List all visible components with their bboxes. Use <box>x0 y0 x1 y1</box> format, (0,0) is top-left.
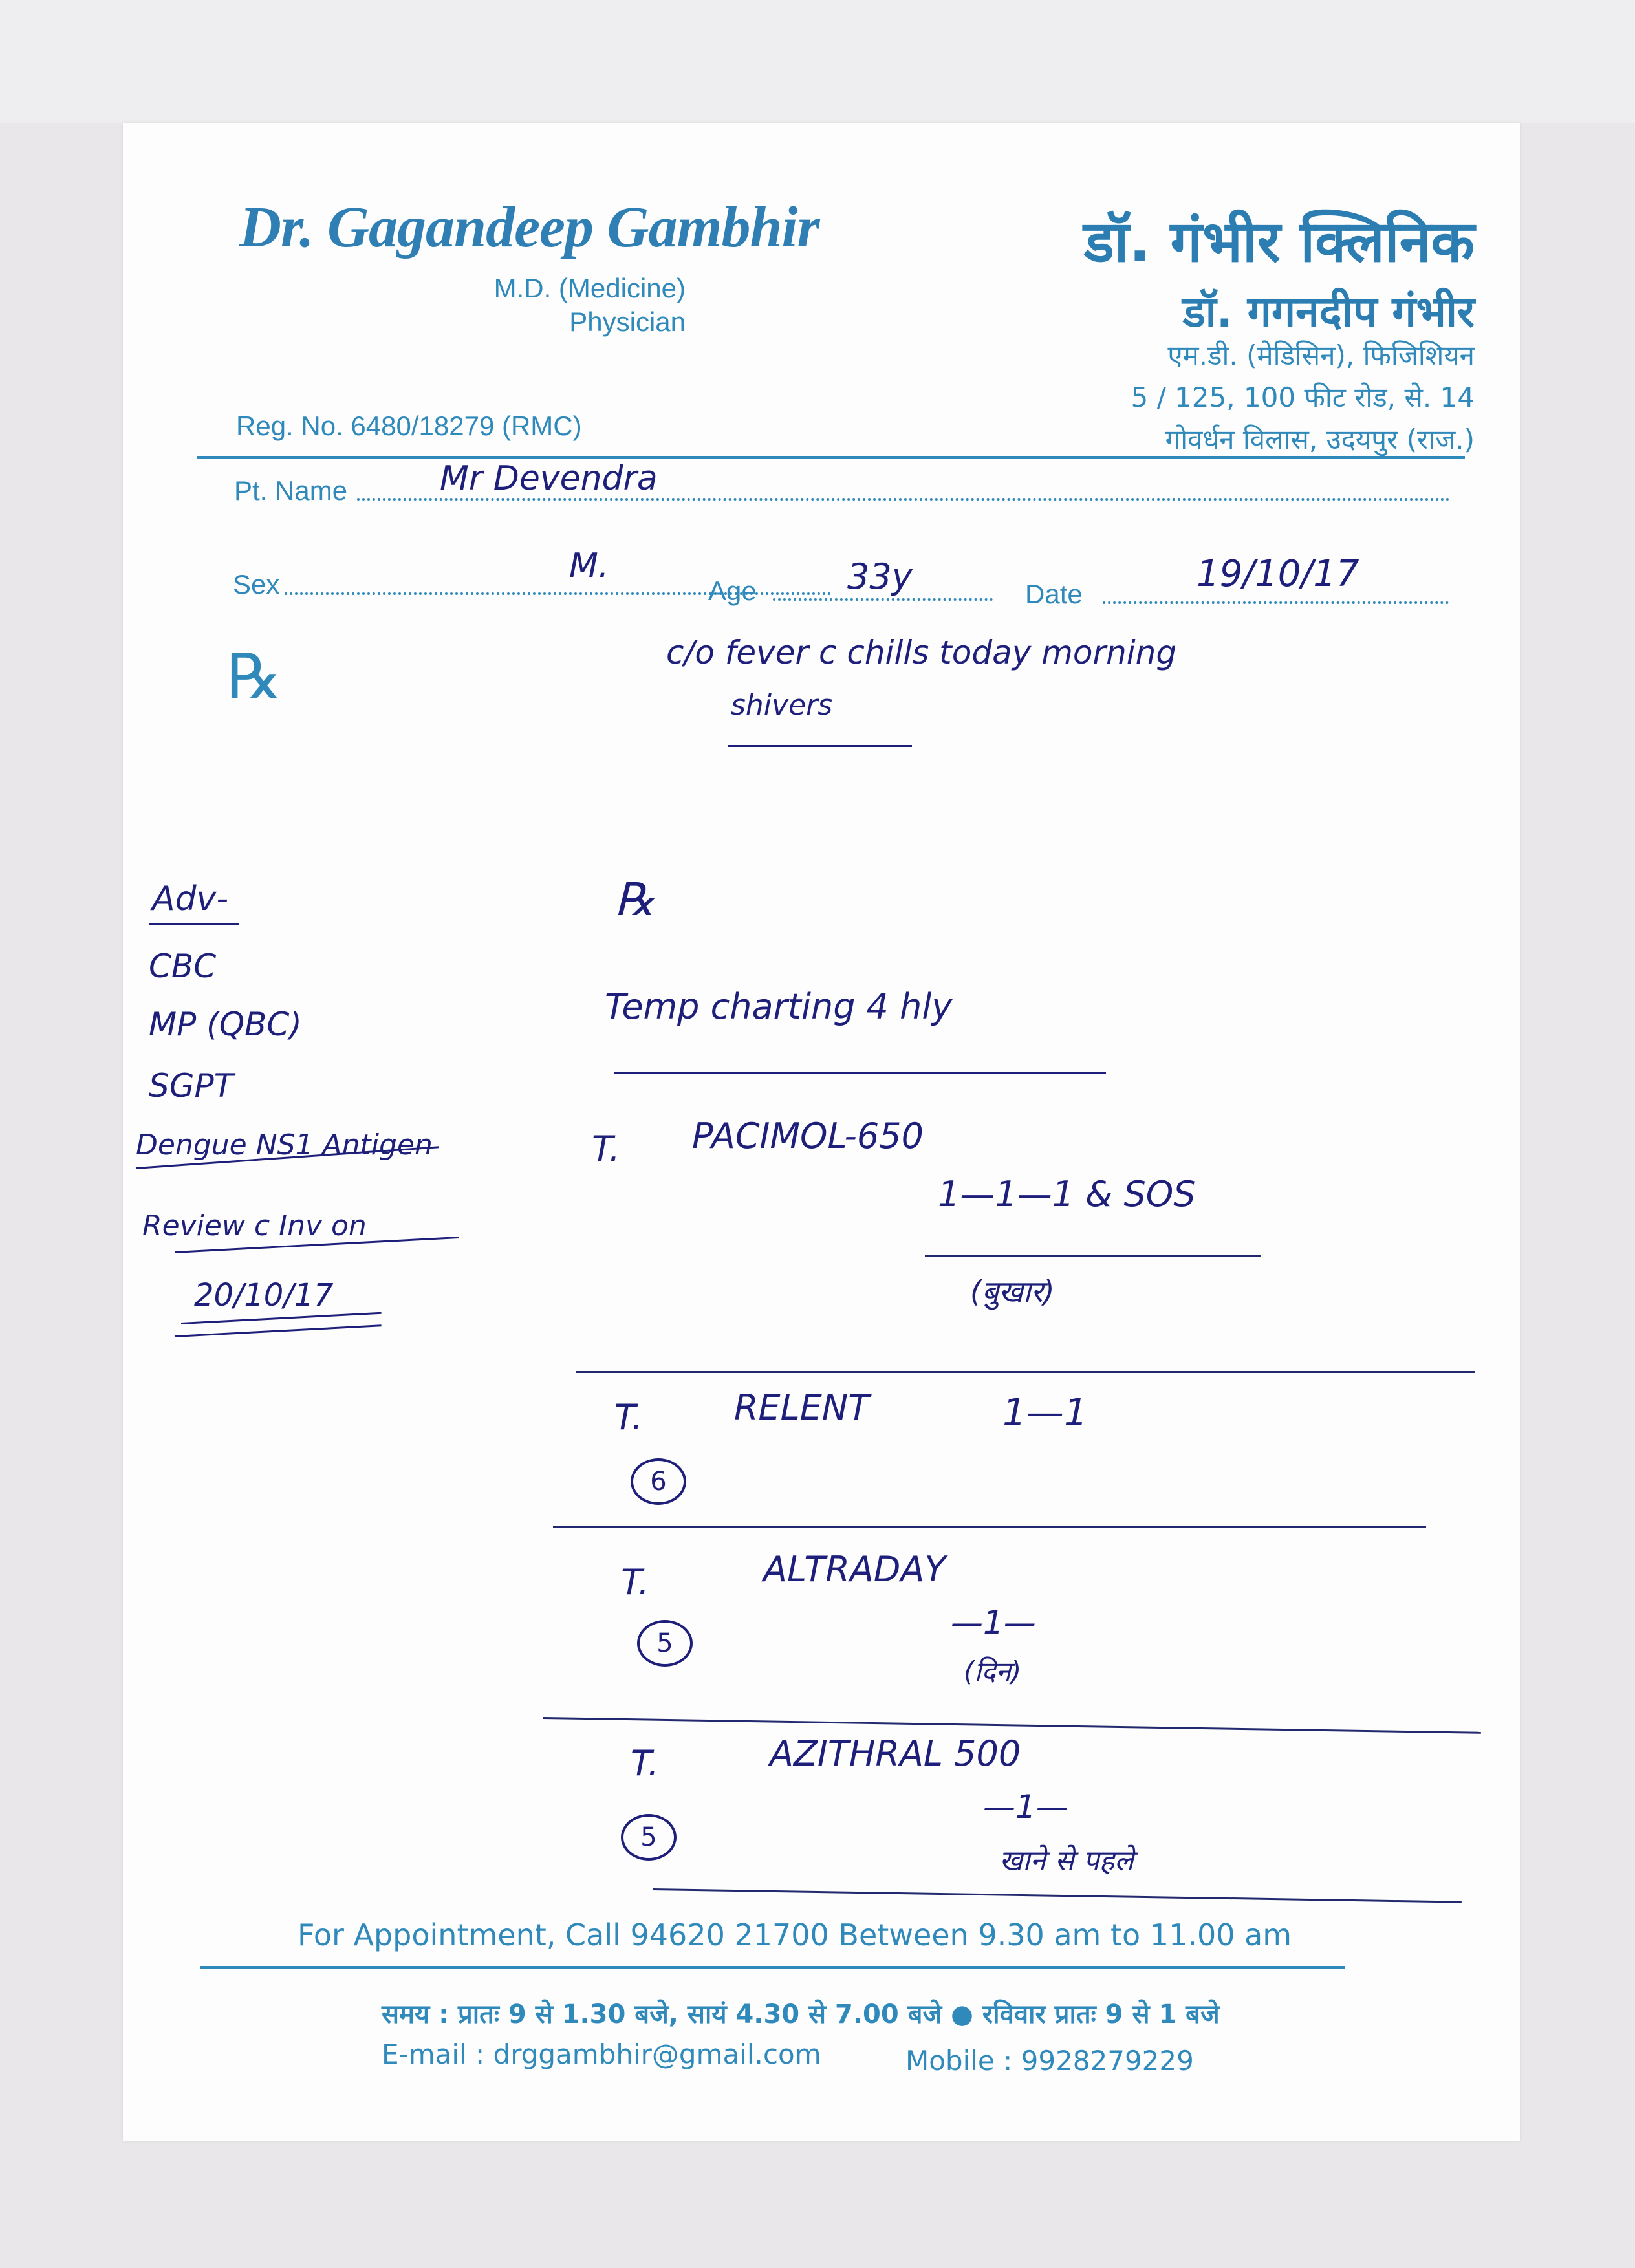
doctor-name-en: Dr. Gagandeep Gambhir <box>239 195 819 259</box>
med-3-dose: —1— <box>951 1604 1036 1641</box>
degree-en: M.D. (Medicine) <box>493 273 686 303</box>
complaint-underline <box>728 745 912 747</box>
advice-test-1: CBC <box>149 947 217 985</box>
med-4-count: 5 <box>640 1822 657 1852</box>
complaint-line1: c/o fever c chills today morning <box>666 634 1177 671</box>
med-1-dose-underline <box>925 1255 1261 1257</box>
clinic-name-hi: डॉ. गंभीर क्लिनिक <box>1083 208 1475 275</box>
review-date-underline-1 <box>181 1312 382 1324</box>
med-4-name: AZITHRAL 500 <box>770 1733 1021 1774</box>
med-2-dose: 1—1 <box>1002 1390 1088 1434</box>
complaint-line2: shivers <box>731 689 833 722</box>
med-2-prefix: T. <box>614 1397 643 1438</box>
age-dotted-line <box>773 598 993 601</box>
scan-background <box>0 0 1635 123</box>
patient-age-handwritten: 33y <box>847 556 913 597</box>
clinic-timings-hi: समय : प्रातः 9 से 1.30 बजे, सायं 4.30 से 7.00 बजे ● रविवार प्रातः 9 से 1 बजे <box>382 2000 1220 2029</box>
advice-test-2: MP (QBC) <box>149 1006 302 1043</box>
advice-test-4: Dengue NS1 Antigen <box>136 1129 433 1161</box>
patient-sex-handwritten: M. <box>569 546 609 585</box>
med-4-dose: —1— <box>983 1788 1068 1826</box>
registration-number: Reg. No. 6480/18279 (RMC) <box>236 411 582 441</box>
date-label: Date <box>1025 579 1083 609</box>
address-line2-hi: गोवर्धन विलास, उदयपुर (राज.) <box>1165 424 1475 455</box>
date-dotted-line <box>1103 601 1449 604</box>
med-1-prefix: T. <box>592 1129 620 1169</box>
review-line: Review c Inv on <box>142 1209 367 1242</box>
footer-divider <box>200 1966 1345 1969</box>
med-1-note: (बुखार) <box>970 1274 1055 1309</box>
degree-hi: एम.डी. (मेडिसिन), फिजिशियन <box>1167 340 1475 371</box>
med-4-prefix: T. <box>631 1743 659 1784</box>
date-handwritten: 19/10/17 <box>1196 553 1359 595</box>
med-1-dose: 1—1—1 & SOS <box>938 1174 1196 1215</box>
med-2-divider <box>553 1526 1426 1528</box>
sex-label: Sex <box>233 569 280 599</box>
prescription-sheet <box>123 123 1520 2141</box>
med-3-count: 5 <box>656 1628 673 1658</box>
review-date: 20/10/17 <box>194 1277 334 1313</box>
title-en: Physician <box>569 307 686 337</box>
med-2-name: RELENT <box>734 1387 870 1428</box>
advice-heading-underline <box>149 923 239 925</box>
doctor-degree-en <box>494 272 686 339</box>
instruction-temp-charting: Temp charting 4 hly <box>605 986 953 1027</box>
review-date-underline-2 <box>175 1324 382 1337</box>
appointment-line: For Appointment, Call 94620 21700 Between 9.30 am to 11.00 am <box>298 1917 1292 1952</box>
med-4-divider <box>653 1888 1462 1903</box>
med-3-divider <box>543 1717 1481 1734</box>
med-3-count-circle <box>637 1620 693 1667</box>
med-3-prefix: T. <box>621 1562 649 1603</box>
advice-test-3: SGPT <box>149 1067 234 1105</box>
header-divider <box>197 456 1465 459</box>
age-label: Age <box>708 576 757 606</box>
med-1-divider <box>576 1371 1475 1373</box>
med-4-note: खाने से पहले <box>999 1844 1134 1877</box>
doctor-name-hi: डॉ. गगनदीप गंभीर <box>1182 287 1475 337</box>
rx-symbol: ℞ <box>226 640 283 713</box>
med-1-name: PACIMOL-650 <box>692 1116 924 1156</box>
email-line: E-mail : drggambhir@gmail.com <box>382 2038 821 2070</box>
instruction-underline <box>614 1072 1106 1074</box>
med-3-name: ALTRADAY <box>763 1549 946 1590</box>
med-3-note: (दिन) <box>964 1656 1022 1687</box>
advice-heading: Adv- <box>152 880 229 918</box>
rx-handwritten-mark: ℞ <box>614 873 655 926</box>
address-line1-hi: 5 / 125, 100 फीट रोड, से. 14 <box>1131 382 1475 413</box>
med-2-count: 6 <box>650 1467 667 1496</box>
pt-name-dotted-line <box>357 498 1450 501</box>
patient-name-handwritten: Mr Devendra <box>440 459 658 498</box>
med-4-count-circle <box>621 1814 677 1861</box>
pt-name-label: Pt. Name <box>234 475 348 506</box>
med-2-count-circle <box>631 1458 686 1505</box>
mobile-line: Mobile : 9928279229 <box>905 2045 1194 2077</box>
